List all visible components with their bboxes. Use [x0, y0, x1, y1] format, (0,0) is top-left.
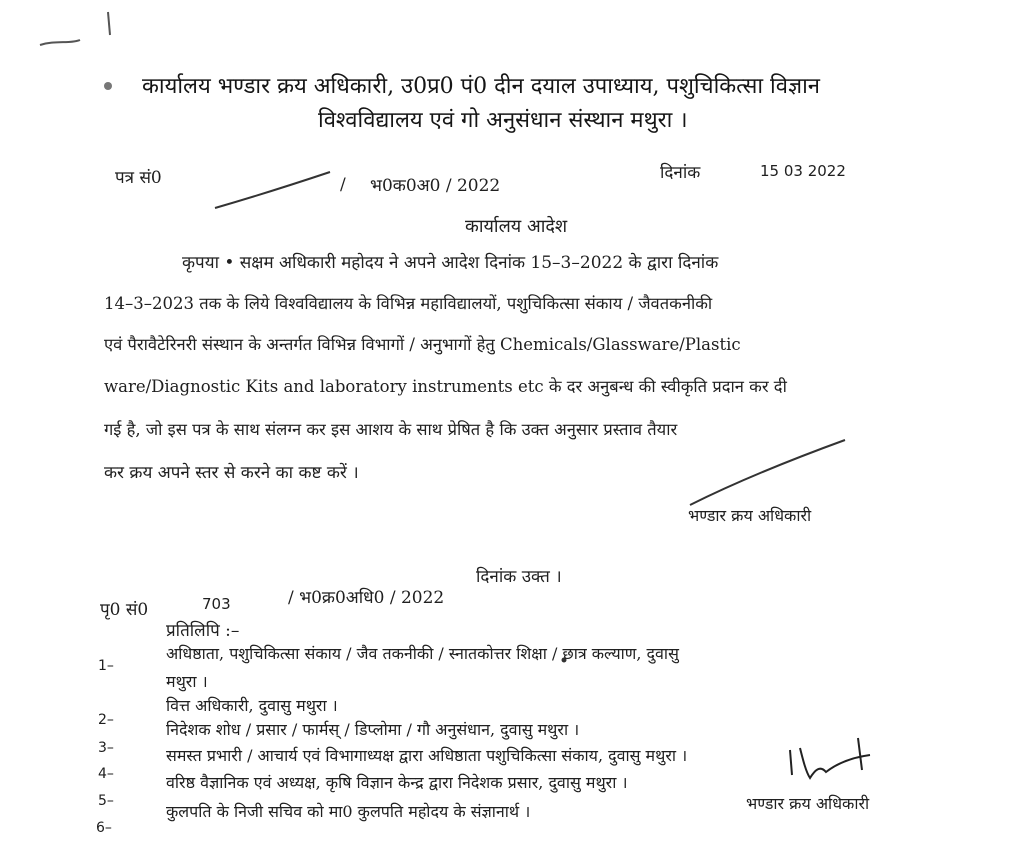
order-line-2: 14–3–2023 तक के लिये विश्वविद्यालय के विभिन्न महाविद्यालयों, पशुचिकित्सा संकाय / जैवतकनीकी	[104, 294, 713, 313]
copy-item-number: 1–	[98, 658, 114, 674]
order-line-4: ware/Diagnostic Kits and laboratory instruments etc के दर अनुबन्ध की स्वीकृति प्रदान कर दी	[104, 377, 787, 396]
copy-item-number: 5–	[98, 793, 114, 809]
letter-reference: भ0क0अ0 / 2022	[370, 176, 501, 196]
letter-number-label: पत्र सं0	[115, 168, 162, 188]
office-header-line1: कार्यालय भण्डार क्रय अधिकारी, उ0प्र0 पं0 दीन दयाल उपाध्याय, पशुचिकित्सा विज्ञान	[142, 74, 820, 99]
copy-item-number: 6–	[96, 820, 112, 836]
endorsement-date: दिनांक उक्त ।	[476, 567, 562, 587]
order-line-6: कर क्रय अपने स्तर से करने का कष्ट करें ।	[104, 463, 359, 483]
endorsement-signatory: भण्डार क्रय अधिकारी	[746, 794, 870, 813]
endorsement-label: पृ0 सं0	[100, 600, 149, 620]
signatory-title: भण्डार क्रय अधिकारी	[688, 506, 812, 525]
copy-item-6: कुलपति के निजी सचिव को मा0 कुलपति महोदय के संज्ञानार्थ ।	[166, 802, 531, 821]
copy-heading: प्रतिलिपि :–	[166, 621, 240, 641]
ref-slash: /	[340, 175, 346, 195]
copy-item-number: 3–	[98, 740, 114, 756]
order-title: कार्यालय आदेश	[465, 216, 568, 237]
date-label: दिनांक	[660, 163, 701, 183]
copy-item-5: वरिष्ठ वैज्ञानिक एवं अध्यक्ष, कृषि विज्ञान केन्द्र द्वारा निदेशक प्रसार, दुवासु मथुरा ।	[166, 773, 628, 792]
office-header-line2: विश्वविद्यालय एवं गो अनुसंधान संस्थान मथुरा ।	[318, 108, 688, 133]
copy-item-2: वित्त अधिकारी, दुवासु मथुरा ।	[166, 696, 338, 715]
copy-item-1-line-2: मथुरा ।	[166, 672, 208, 691]
copy-item-number: 2–	[98, 712, 114, 728]
order-line-1: कृपया • सक्षम अधिकारी महोदय ने अपने आदेश दिनांक 15–3–2022 के द्वारा दिनांक	[182, 253, 719, 273]
copy-item-4: समस्त प्रभारी / आचार्य एवं विभागाध्यक्ष द्वारा अधिष्ठाता पशुचिकित्सा संकाय, दुवासु मथुरा ।	[166, 746, 688, 765]
order-line-5: गई है, जो इस पत्र के साथ संलग्न कर इस आशय के साथ प्रेषित है कि उक्त अनुसार प्रस्ताव तैयार	[104, 420, 678, 439]
copy-item-1-line-1: अधिष्ठाता, पशुचिकित्सा संकाय / जैव तकनीकी / स्नातकोत्तर शिक्षा / छात्र कल्याण, दुवासु	[166, 644, 679, 663]
endorsement-number: 703	[202, 595, 231, 613]
date-value: 15 03 2022	[760, 162, 846, 180]
order-line-3: एवं पैरावैटेरिनरी संस्थान के अन्तर्गत विभिन्न विभागों / अनुभागों हेतु Chemicals/Glassware/Plastic	[104, 335, 741, 354]
copy-item-number: 4–	[98, 766, 114, 782]
endorsement-ref: / भ0क्र0अधि0 / 2022	[288, 588, 445, 608]
copy-item-3: निदेशक शोध / प्रसार / फार्मस् / डिप्लोमा / गौ अनुसंधान, दुवासु मथुरा ।	[166, 720, 580, 739]
